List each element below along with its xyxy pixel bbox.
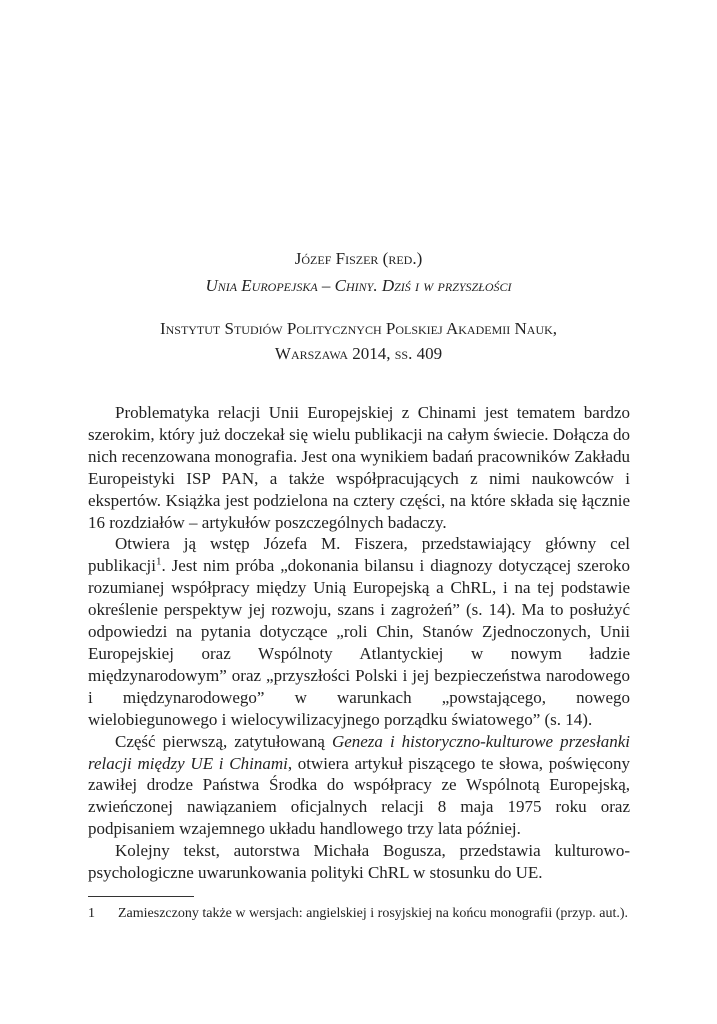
paragraph-2-part-a: Otwiera ją wstęp Józefa M. Fiszera, przedstawiający główny cel publikacji (88, 534, 630, 576)
footnote-reference[interactable]: 1 (155, 555, 162, 568)
paragraph-3-part-b: , otwiera artykuł piszącego te słowa, poświęcony zawiłej drodze Państwa Środka do współpracy ze Wspólnotą Europejską, zwieńczonej nawiązaniem oficjalnych relacji 8 maja 1975 roku oraz podpisaniem wzajemnego układu handlowego trzy lata później. (88, 753, 630, 839)
author-line: Józef Fiszer (red.) (294, 249, 423, 268)
publication-place-line: Warszawa 2014, ss. 409 (274, 344, 443, 363)
footnote-separator (88, 896, 194, 897)
publisher-line: Instytut Studiów Politycznych Polskiej Akademii Nauk, (159, 319, 558, 338)
part-one-title: Geneza i historyczno-kulturowe przesłanki relacji między UE i Chinami (88, 731, 630, 773)
paragraph-1: Problematyka relacji Unii Europejskiej z Chinami jest tematem bardzo szerokim, który już doczekał się wielu publikacji na całym świecie. Dołącza do nich recenzowana monografia. Jest ona wynikiem badań pracowników Zakładu Europeistyki ISP PAN, a także współpracujących z nimi naukowców i ekspertów. Książka jest podzielona na cztery części, na które składa się łącznie 16 rozdziałów – artykułów poszczególnych badaczy. (88, 403, 630, 532)
book-title-line: Unia Europejska – Chiny. Dziś i w przyszłości (205, 276, 512, 295)
footnote-number: 1 (88, 906, 95, 921)
paragraph-2 (88, 533, 630, 730)
paragraph-4: Kolejny tekst, autorstwa Michała Bogusza, przedstawia kulturowo-psychologiczne uwarunkowania polityki ChRL w stosunku do UE. (88, 841, 630, 883)
review-body (88, 402, 630, 884)
footnote (88, 905, 630, 923)
paragraph-2-part-b: . Jest nim próba „dokonania bilansu i diagnozy dotyczącej szeroko rozumianej współpracy między Unią Europejską a ChRL, i na tej podstawie określenie perspektyw jej rozwoju, szans i zagrożeń” (s. 14). Ma to posłużyć odpowiedzi na pytania dotyczące „roli Chin, Stanów Zjednoczonych, Unii Europejskiej oraz Wspólnoty Atlantyckiej w nowym ładzie międzynarodowym” oraz „przyszłości Polski i jej bezpieczeństwa narodowego i międzynarodowego” w warunkach „powstającego, nowego wielobiegunowego i wielocywilizacyjnego porządku światowego” (s. 14). (88, 556, 630, 729)
footnote-text: Zamieszczony także w wersjach: angielskiej i rosyjskiej na końcu monografii (przyp. aut.). (118, 906, 629, 921)
paragraph-3 (88, 731, 630, 841)
paragraph-3-part-a: Część pierwszą, zatytułowaną (115, 731, 332, 751)
